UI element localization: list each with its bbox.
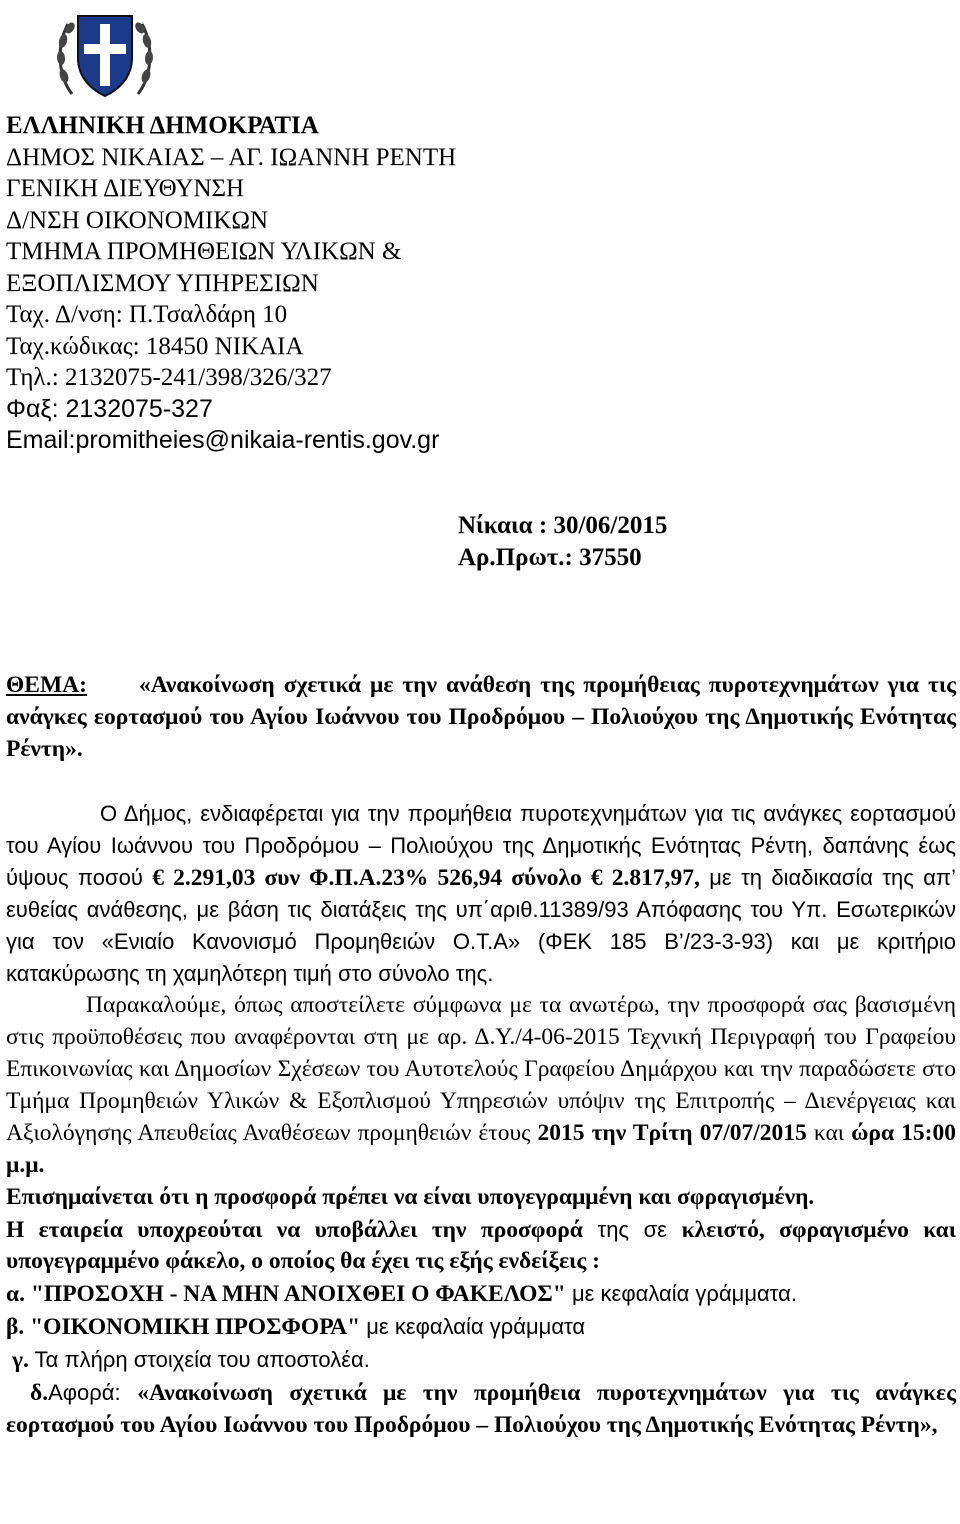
item-c-label: γ.: [12, 1347, 29, 1374]
header-address: Ταχ. Δ/νση: Π.Τσαλδάρη 10: [6, 301, 288, 328]
envelope-text-bold-2: κλειστό, σφραγισμένο και υπογεγραμμένο φάκελο, ο οποίος θα έχει τις εξής ενδείξεις :: [6, 1216, 956, 1275]
header-postal-code: Ταχ.κώδικας: 18450 ΝΙΚΑΙΑ: [6, 332, 304, 360]
item-d-label: δ.: [30, 1380, 49, 1407]
subject-paragraph: [6, 670, 956, 766]
item-a-text: με κεφαλαία γράμματα.: [565, 1281, 797, 1307]
paragraph-submission-text: Παρακαλούμε, όπως αποστείλετε σύμφωνα με τα ανωτέρω, την προσφορά σας βασισμένη στις προϋποθέσεις που αναφέρονται στη με αρ. Δ.Υ./4-06-2015 Τεχνική Περιγραφή του Γραφείου Επικοινωνίας και Δημοσίων Σχέσεων του Αυτοτελούς Γραφείου Δημάρχου και την παραδώσετε στο Τμήμα Προμηθειών Υλικών & Εξοπλισμού Υπηρεσιών υπόψιν της Επιτροπής – Διενέργειας και Αξιολόγησης Απευθείας Αναθέσεων προμηθειών έτους: [6, 992, 956, 1146]
header-phone: Τηλ.: 2132075-241/398/326/327: [6, 364, 332, 391]
paragraph-submission: [6, 990, 956, 1181]
subject-text: «Ανακοίνωση σχετικά με την ανάθεση της προμήθειας πυροτεχνημάτων για τις ανάγκες εορτασμού του Αγίου Ιωάννου του Προδρόμου – Πολιούχου της Δημοτικής Ενότητας Ρέντη».: [6, 672, 957, 762]
item-d-prefix: Αφορά:: [48, 1380, 138, 1406]
paragraph-request-text-2: με τη διαδικασία της απ’ ευθείας ανάθεσης, με βάση τις διατάξεις της υπ΄αριθ.11389/93 Απόφασης του Υπ. Εσωτερικών για τον «Ενιαίο Κανονισμό Προμηθειών Ο.Τ.Α» (ΦΕΚ 185 Β’/23-3-93) και με κριτήριο κατακύρωσης τη χαμηλότερη τιμή στο σύνολο της.: [6, 864, 956, 987]
sender-header: [6, 110, 606, 457]
item-b-label: β. "ΟΙΚΟΝΟΜΙΚΗ ΠΡΟΣΦΟΡΑ": [6, 1314, 361, 1341]
header-line-municipality: ΔΗΜΟΣ ΝΙΚΑΙΑΣ – ΑΓ. ΙΩΑΝΝΗ ΡΕΝΤΗ: [6, 143, 457, 171]
amounts-text: € 2.291,03 συν Φ.Π.Α.23% 526,94 σύνολο € 2.817,97,: [152, 864, 700, 891]
item-a-label: α. "ΠΡΟΣΟΧΗ - ΝΑ ΜΗΝ ΑΝΟΙΧΘΕΙ Ο ΦΑΚΕΛΟΣ": [6, 1281, 566, 1308]
signed-note: Επισημαίνεται ότι η προσφορά πρέπει να είναι υπογεγραμμένη και σφραγισμένη.: [6, 1183, 815, 1210]
document-date: Νίκαια : 30/06/2015: [458, 512, 668, 539]
header-line-finance: Δ/ΝΣΗ ΟΙΚΟΝΟΜΙΚΩΝ: [6, 206, 269, 234]
header-line-department: ΤΜΗΜΑ ΠΡΟΜΗΘΕΙΩΝ ΥΛΙΚΩΝ &: [6, 238, 402, 265]
header-email: Email:promitheies@nikaia-rentis.gov.gr: [6, 426, 440, 454]
subject-label: ΘΕΜΑ:: [6, 672, 87, 698]
item-d: [6, 1377, 956, 1442]
header-fax: Φαξ: 2132075-327: [6, 394, 213, 423]
envelope-text-bold: Η εταιρεία υποχρεούται να υποβάλλει την προσφορά: [6, 1216, 583, 1243]
header-line-directorate: ΓΕΝΙΚΗ ΔΙΕΥΘΥΝΣΗ: [6, 175, 245, 202]
paragraph-submission-text-2: και: [806, 1119, 852, 1146]
item-a: [6, 1278, 956, 1311]
header-line-republic: ΕΛΛΗΝΙΚΗ ΔΗΜΟΚΡΑΤΙΑ: [6, 112, 319, 139]
envelope-text-plain: της σε: [582, 1216, 682, 1242]
paragraph-request: [6, 798, 956, 990]
greek-coat-of-arms-emblem: [52, 6, 158, 106]
header-line-equipment: ΕΞΟΠΛΙΣΜΟΥ ΥΠΗΡΕΣΙΩΝ: [6, 269, 319, 297]
paragraph-request-text: Ο Δήμος, ενδιαφέρεται για την προμήθεια πυροτεχνημάτων για τις ανάγκες εορτασμού του Αγίου Ιωάννου του Προδρόμου – Πολιούχου της Δημοτικής Ενότητας Ρέντη, δαπάνης έως ύψους ποσού: [6, 800, 956, 890]
deadline-date: 2015 την Τρίτη 07/07/2015: [537, 1119, 807, 1146]
document-body: [6, 670, 956, 1442]
item-b-text: με κεφαλαία γράμματα: [360, 1314, 586, 1340]
item-b: [6, 1311, 956, 1344]
deadline-time: ώρα 15:00 μ.μ.: [6, 1119, 956, 1178]
envelope-paragraph: [6, 1214, 956, 1279]
date-protocol-block: [458, 510, 667, 574]
item-c: [6, 1344, 956, 1377]
protocol-number: Αρ.Πρωτ.: 37550: [458, 544, 642, 571]
item-c-text: Τα πλήρη στοιχεία του αποστολέα.: [28, 1347, 370, 1373]
item-d-text: «Ανακοίνωση σχετικά με την προμήθεια πυροτεχνημάτων για τις ανάγκες εορτασμού του Αγίου Ιωάννου του Προδρόμου – Πολιούχου της Δημοτικής Ενότητας Ρέντη»,: [6, 1380, 956, 1438]
